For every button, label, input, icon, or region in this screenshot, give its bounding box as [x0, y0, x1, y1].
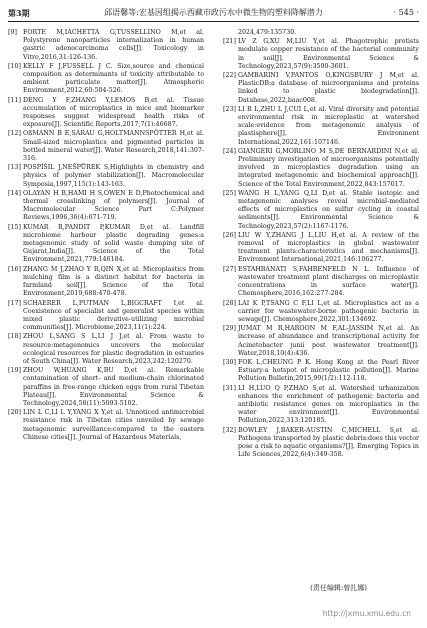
reference-text: 2024,479:135730. [238, 29, 297, 36]
reference-number: [11] [8, 96, 21, 104]
editor-note: (责任编辑:曾扎娜) [310, 584, 367, 592]
reference-text: ZHOU L,SANG S L,LI J J,et al. From waste to resource:metagenomics uncovers the molecular ecological resources for plastic degradation in estuaries of South China[J]. Water Research,2023,242:120270. [23, 333, 204, 365]
reference-number: [27] [223, 265, 236, 273]
references-left-column [8, 29, 204, 443]
reference-entry [8, 130, 204, 163]
reference-text: KUMAR R,PANDIT P,KUMAR D,et al. Landfill microbiome harbour plastic degrading genes:a metagenomic study of solid waste dumping site of Gujarat,India[J]. Science of the Total Environment,2021,779:146184. [23, 223, 204, 264]
reference-entry [8, 266, 204, 299]
reference-entry [223, 427, 419, 460]
reference-number: [12] [8, 130, 21, 138]
reference-entry [8, 190, 204, 223]
reference-text: JUMAT M R,HAROON M F,AL-JASSIM N,et al. An increase of abundance and transcriptional activity for Acinetobacter junii post wastewater treatment[J]. Water,2018,10(4):436. [238, 325, 419, 357]
reference-text: KELLY F J,FUSSELL J C. Size,source and chemical composition as determinants of toxicity attributable to ambient particulate matter[J]. Atmospheric Environment,2012,60:504-526. [23, 62, 204, 95]
reference-text: LIN L C,LI L Y,YANG X Y,et al. Unnoticed antimicrobial resistance risk in Tibetan cities unveiled by sewage metagenomic surveillance:compared to the eastern Chinese cities[J]. Journal of Hazardous Materials, [23, 409, 204, 441]
reference-text: LV Z G,XU M,LIU Y,et al. Phagotrophic protists modulate copper resistance of the bacterial community in soil[J]. Environmental Science & Technology,2023,57(9):3590-3601. [238, 38, 419, 70]
reference-text: DENG Y F,ZHANG Y,LEMOS B,et al. Tissue accumulation of microplastics in mice and biomarker responses suggest widespread health risks of exposure[J]. Scientific Reports,2017,7(1):46687. [23, 96, 204, 129]
reference-number: [17] [8, 299, 21, 307]
reference-number: [22] [223, 72, 236, 80]
reference-text: GIANGERI G,MORLINO M S,DE BERNARDINI N,et al. Preliminary investigation of microorganisms potentially involved in microplastics degradation using an integrated metagenomic and biochemical approach[J]. Science of the Total Environment,2022,843:157017. [238, 147, 419, 188]
running-title: 邱语馨等:宏基因组揭示西藏市政污水中微生物的塑料降解潜力 [104, 8, 323, 17]
references-right-column [223, 29, 419, 460]
reference-text: GAMBARINI V,PANTOS O,KINGSBURY J M,et al. PlasticDB:a database of microorganisms and proteins linked to plastic biodegradation[J]. Database,2022,baac008. [238, 72, 419, 104]
reference-entry [223, 106, 419, 147]
reference-entry [223, 190, 419, 231]
reference-number: [19] [8, 367, 21, 375]
header-rule [8, 21, 419, 22]
reference-number: [10] [8, 62, 21, 70]
reference-entry [223, 359, 419, 384]
reference-number: [25] [223, 189, 236, 197]
reference-entry [8, 409, 204, 442]
reference-text: FOK L,CHEUNG P K. Hong Kong at the Pearl River Estuary:a hotspot of microplastic pollution[J]. Marine Pollution Bulletin,2015,99(1/2):112-118. [238, 358, 419, 383]
reference-text: LI R L,ZHU L J,CUI L,et al. Viral diversity and potential environmental risk in microplastic at watershed scale:evidence from metagenomic analysis of plastisphere[J]. Environment International,2022,161:107146. [238, 105, 419, 146]
reference-text: OßMANN B E,SARAU G,HOLTMANNSPÖTTER H,et al. Small-sized microplastics and pigmented particles in bottled mineral water[J]. Water Research,2018,141:307-316. [23, 130, 204, 163]
watermark-url: http://jxmu.xmu.edu.cn [322, 609, 411, 618]
reference-number: [16] [8, 265, 21, 273]
reference-entry [223, 29, 419, 37]
page-number: · 545 · [393, 8, 419, 17]
reference-number: [18] [8, 333, 21, 341]
reference-entry [8, 224, 204, 265]
reference-text: BOWLEY J,BAKER-AUSTIN C,MICHELL S,et al. Pathogens transported by plastic debris:does this vector pose a risk to aquatic organisms?[J]. Emerging Topics in Life Sciences,2022,6(4):349-358. [238, 426, 419, 459]
reference-text: OLAYAN H B,HAMI H S,OWEN E D,Photochemical and thermal crosslinking of polymers[J]. Journal of Macromolecular Science Part C:Polymer Reviews,1996,36(4):671-719. [23, 189, 204, 222]
reference-number: [15] [8, 223, 21, 231]
reference-text: ZHANG M J,ZHAO Y R,QIN X,et al. Microplastics from mulching film is a distinct habitat for bacteria in farmland soil[J]. Science of the Total Environment,2019,688:470-478. [23, 265, 204, 298]
reference-text: WANG H L,YANG Q,LI D,et al. Stable isotopic and metagenomic analyses reveal microbial-mediated effects of microplastics on sulfur cycling in coastal sediments[J]. Environmental Science & Technology,2023,57(2):1167-1176. [238, 189, 419, 230]
reference-number: [9] [8, 29, 17, 36]
reference-number: [28] [223, 299, 236, 307]
reference-entry [8, 333, 204, 366]
reference-entry [223, 72, 419, 105]
reference-text: LIU W Y,ZHANG J L,LIU H,et al. A review of the removal of microplastics in global wastewater treatment plants:characteristics and mechanisms[J]. Environment International,2021,146:106277. [238, 231, 419, 264]
reference-entry [8, 29, 204, 62]
reference-number: [32] [223, 426, 236, 434]
reference-number: [29] [223, 325, 236, 333]
reference-entry [223, 300, 419, 325]
reference-number: [31] [223, 384, 236, 392]
reference-entry [8, 300, 204, 333]
reference-number: [23] [223, 105, 236, 113]
reference-number: [24] [223, 147, 236, 155]
reference-entry [223, 266, 419, 299]
reference-text: LI H,LUO Q P,ZHAO S,et al. Watershed urbanization enhances the enrichment of pathogenic bacteria and antibiotic resistance genes on microplastics in the water environment[J]. Environmental Pollution,2022,313:120185. [238, 384, 419, 425]
reference-number: [20] [8, 409, 21, 417]
reference-text: LAI K P,TSANG C F,LI L,et al. Microplastics act as a carrier for wastewater-borne pathogenic bacteria in sewage[J]. Chemosphere,2022,301:134692. [238, 299, 419, 323]
reference-entry [223, 385, 419, 426]
reference-number: [26] [223, 231, 236, 239]
reference-entry [223, 325, 419, 358]
reference-text: SCHAERER L,PUTMAN L,BIGCRAFT I,et al. Coexistence of specialist and generalist species within mixed plastic derivative-utilizing microbial communities[J]. Microbiome,2023,11(1):224. [23, 299, 204, 332]
reference-entry [8, 367, 204, 408]
reference-number: [21] [223, 38, 236, 46]
reference-number: [13] [8, 164, 21, 172]
reference-number: [30] [223, 358, 236, 366]
reference-entry [8, 164, 204, 189]
reference-text: ESTAHBANATI S,FAHRENFELD N L. Influence of wastewater treatment plant discharges on microplastic concentrations in surface water[J]. Chemosphere,2016,162:277-284. [238, 265, 419, 298]
reference-entry [8, 63, 204, 96]
issue-label: 第3期 [8, 8, 30, 18]
reference-entry [223, 148, 419, 189]
reference-text: ZHOU W,HUANG K,BU D,et al. Remarkable contamination of short- and medium-chain chlorinated paraffins in free-range chicken eggs from rural Tibetan Plateau[J]. Environmental Science & Technology,2024,58(11):5093-5102. [23, 367, 204, 407]
reference-entry [223, 232, 419, 265]
reference-text: POSPÍŠIL J,NEŠPŮREK S,Highlights in chemistry and physics of polymer stabilization[J]. Macromolecular Symposia,1997,115(1):143-163. [23, 164, 204, 188]
reference-entry [223, 38, 419, 71]
reference-text: FORTE M,IACHETTA G,TUSSELLINO M,et al. Polystyrene nanoparticles internalization in human gastric adenocarcinoma cells[J]. Toxicology in Vitro,2016,31:126-136. [23, 29, 204, 61]
reference-entry [8, 97, 204, 130]
page-header [8, 6, 419, 20]
reference-number: [14] [8, 189, 21, 197]
